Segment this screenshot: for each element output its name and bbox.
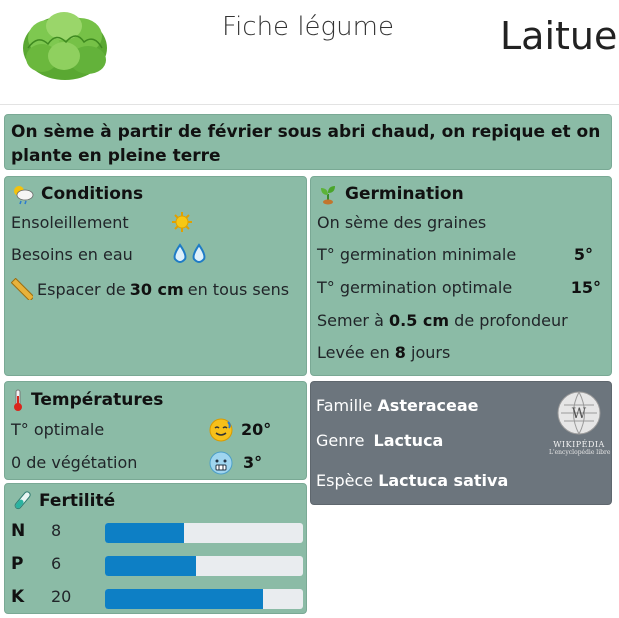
thermometer-icon (11, 388, 25, 412)
sun-icon (171, 211, 193, 237)
vegetable-name: Laitue (500, 14, 618, 58)
nutrient-bar-fill (105, 523, 184, 543)
emergence-suffix: jours (411, 343, 451, 362)
nutrient-value: 8 (51, 521, 62, 540)
germination-title: Germination (345, 184, 464, 204)
family-row (316, 396, 478, 415)
species-row (316, 471, 508, 490)
wikipedia-name: WIKIPÉDIA (553, 440, 605, 449)
nutrient-bar (105, 556, 303, 576)
spacing-value: 30 cm (129, 279, 184, 299)
temperatures-header (11, 388, 163, 412)
depth-suffix: de profondeur (454, 311, 568, 330)
fertility-title: Fertilité (39, 491, 116, 511)
nutrient-value: 20 (51, 587, 72, 606)
spacing-prefix: Espacer de (37, 279, 126, 299)
spacing-suffix: en tous sens (187, 279, 290, 299)
fertility-row-p (11, 554, 303, 576)
depth-prefix: Semer à (317, 311, 384, 330)
emergence-row (317, 343, 450, 362)
header-divider (0, 104, 619, 105)
germination-min-label: T° germination minimale (317, 245, 517, 264)
species-value: Lactuca sativa (378, 471, 509, 490)
conditions-card (4, 176, 307, 376)
wikipedia-globe-icon (556, 390, 602, 436)
nutrient-value: 6 (51, 554, 62, 573)
wikipedia-tagline: L'encyclopédie libre (549, 449, 611, 456)
genus-row (316, 431, 443, 450)
conditions-header (11, 183, 143, 205)
cold-face-icon (209, 451, 233, 479)
fertility-card (4, 483, 307, 614)
svg-text:W: W (571, 406, 587, 422)
depth-row (317, 311, 568, 330)
temp-opt-label: T° optimale (11, 420, 105, 439)
seedling-icon (317, 183, 339, 205)
fertility-row-n (11, 521, 303, 543)
germination-opt-value: 15° (570, 278, 601, 297)
sow-text: On sème des graines (317, 213, 487, 232)
germination-min-value: 5° (573, 245, 593, 264)
depth-value: 0.5 cm (389, 311, 450, 330)
page-subtitle: Fiche légume (222, 12, 394, 42)
family-value: Asteraceae (377, 396, 479, 415)
germination-opt-label: T° germination optimale (317, 278, 513, 297)
nutrient-bar-fill (105, 556, 196, 576)
lettuce-image (18, 4, 112, 84)
temperatures-title: Températures (31, 390, 164, 410)
veg-label: 0 de végétation (11, 453, 138, 472)
sun-label: Ensoleillement (11, 213, 129, 232)
temp-opt-value: 20° (241, 420, 272, 439)
nutrient-letter: N (11, 521, 26, 541)
water-drops-icon (171, 243, 209, 269)
genus-value: Lactuca (373, 431, 444, 450)
nutrient-bar (105, 523, 303, 543)
temperatures-card (4, 381, 307, 480)
spacing-row (11, 278, 289, 300)
nutrient-letter: K (11, 587, 25, 607)
fertility-header (11, 490, 115, 512)
nutrient-letter: P (11, 554, 24, 574)
water-label: Besoins en eau (11, 245, 133, 264)
germination-card (310, 176, 612, 376)
test-tube-icon (11, 490, 33, 512)
family-label: Famille (316, 396, 373, 415)
intro-card (4, 114, 612, 170)
nutrient-bar-fill (105, 589, 263, 609)
lettuce-icon (18, 4, 112, 84)
intro-text: On sème à partir de février sous abri chaud, on repique et on plante en pleine terre (11, 122, 601, 166)
hot-face-icon (209, 418, 233, 446)
species-label: Espèce (316, 471, 374, 490)
wikipedia-link[interactable] (549, 390, 609, 460)
ruler-icon (11, 278, 33, 300)
veg-value: 3° (243, 453, 263, 472)
weather-sun-cloud-icon (11, 183, 35, 205)
emergence-value: 8 (394, 343, 406, 362)
fertility-row-k (11, 587, 303, 609)
emergence-prefix: Levée en (317, 343, 390, 362)
conditions-title: Conditions (41, 184, 144, 204)
nutrient-bar (105, 589, 303, 609)
germination-header (317, 183, 464, 205)
genus-label: Genre (316, 431, 365, 450)
taxonomy-card (310, 381, 612, 505)
